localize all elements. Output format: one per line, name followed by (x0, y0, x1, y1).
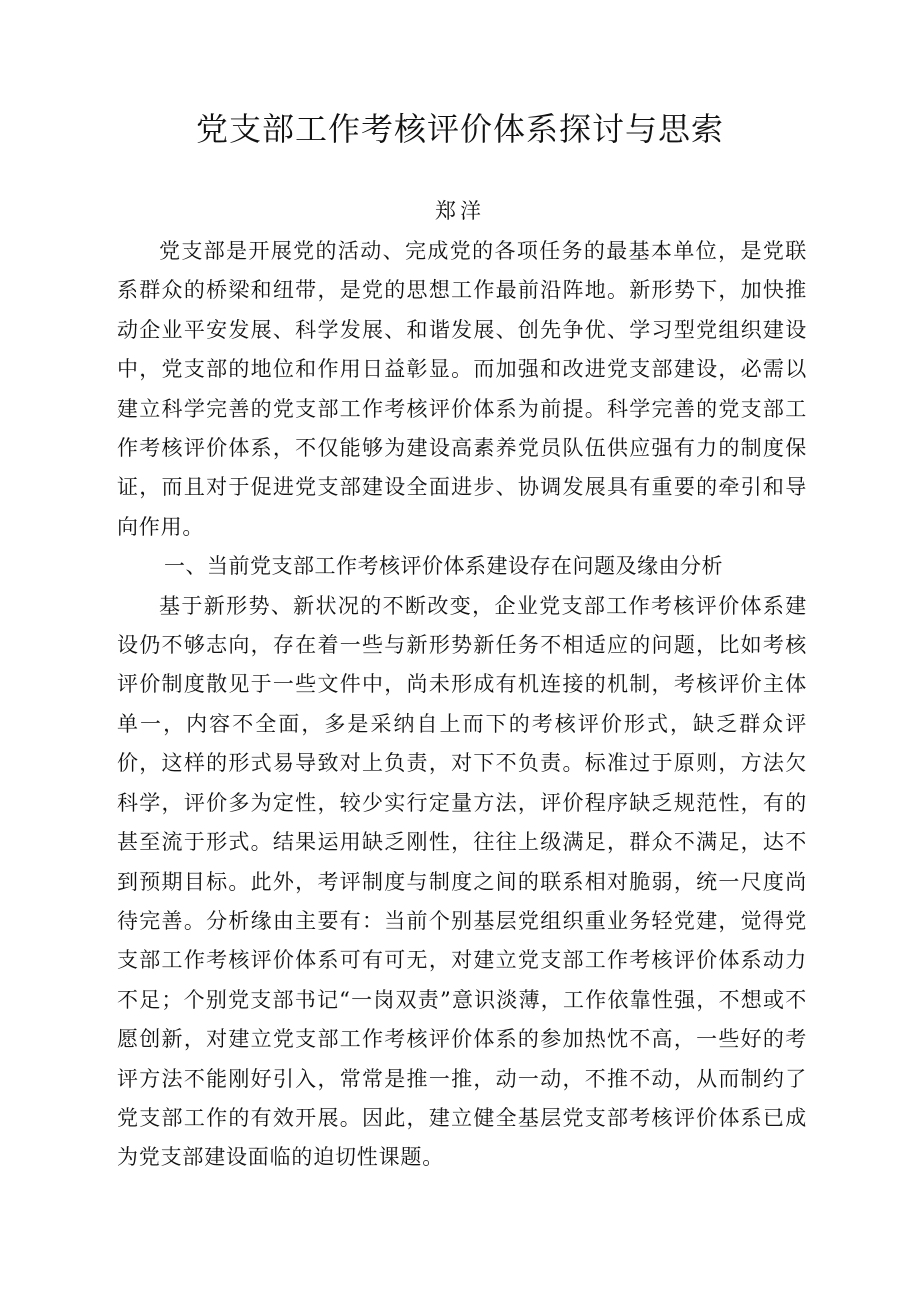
section-heading: 一、当前党支部工作考核评价体系建设存在问题及缘由分析 (164, 554, 723, 579)
document-body (117, 232, 807, 1178)
author-name: 郑洋 (435, 199, 485, 223)
document-title: 党支部工作考核评价体系探讨与思索 (195, 110, 724, 148)
section-paragraph: 基于新形势、新状况的不断改变，企业党支部工作考核评价体系建设仍不够志向，存在着一些与新形势新任务不相适应的问题，比如考核评价制度散见于一些文件中，尚未形成有机连接的机制，考核评价主体单一，内容不全面，多是采纳自上而下的考核评价形式，缺乏群众评价，这样的形式易导致对上负责，对下不负责。标准过于原则，方法欠科学，评价多为定性，较少实行定量方法，评价程序缺乏规范性，有的甚至流于形式。结果运用缺乏刚性，往往上级满足，群众不满足，达不到预期目标。此外，考评制度与制度之间的联系相对脆弱，统一尺度尚待完善。分析缘由主要有：当前个别基层党组织重业务轻党建，觉得党支部工作考核评价体系可有可无，对建立党支部工作考核评价体系动力不足；个别党支部书记“一岗双责”意识淡薄，工作依靠性强，不想或不愿创新，对建立党支部工作考核评价体系的参加热忱不高，一些好的考评方法不能刚好引入，常常是推一推，动一动，不推不动，从而制约了党支部工作的有效开展。因此，建立健全基层党支部考核评价体系已成为党支部建设面临的迫切性课题。 (117, 593, 807, 1170)
intro-paragraph: 党支部是开展党的活动、完成党的各项任务的最基本单位，是党联系群众的桥梁和纽带，是党的思想工作最前沿阵地。新形势下，加快推动企业平安发展、科学发展、和谐发展、创先争优、学习型党组织建设中，党支部的地位和作用日益彰显。而加强和改进党支部建设，必需以建立科学完善的党支部工作考核评价体系为前提。科学完善的党支部工作考核评价体系，不仅能够为建设高素养党员队伍供应强有力的制度保证，而且对于促进党支部建设全面进步、协调发展具有重要的牵引和导向作用。 (117, 239, 807, 539)
